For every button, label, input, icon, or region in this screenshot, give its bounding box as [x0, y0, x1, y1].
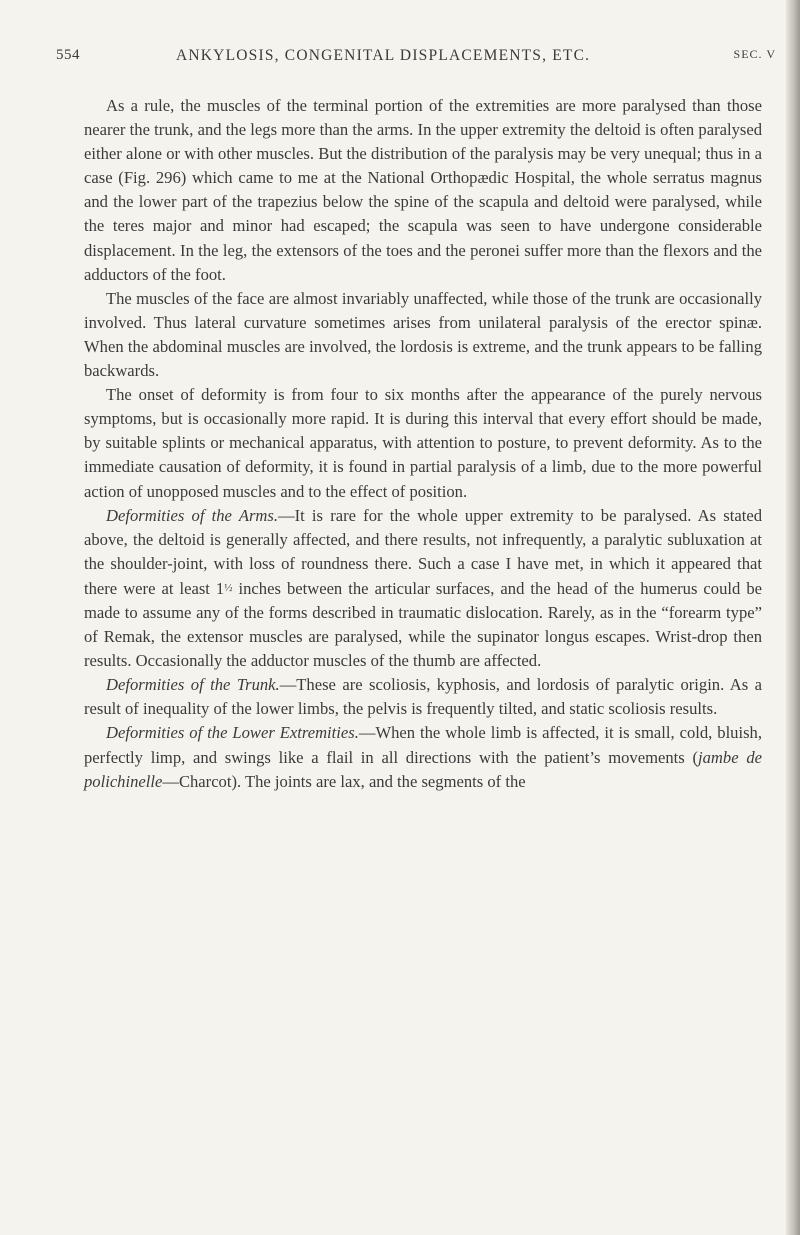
paragraph-text: The onset of deformity is from four to six months after the appearance of the purely nervous symptoms, but is occasionally more rapid. It is during this interval that every effort should be made, by suitable splints or mechanical apparatus, with attention to posture, to prevent deformity. As to the immediate causation of deformity, it is found in partial paralysis of a limb, due to the more powerful action of unopposed muscles and to the effect of position. [84, 385, 762, 501]
paragraph-text: —When the whole limb is affected, it is small, cold, bluish, perfectly limp, and swings like a flail in all directions with the patient’s movements ( [84, 723, 762, 767]
running-header [56, 47, 776, 71]
page-number: 554 [56, 47, 80, 63]
body-text [84, 94, 762, 794]
paragraph-onset [84, 383, 762, 503]
paragraph-lower-extremities [84, 721, 762, 793]
paragraph-paralysis-distribution [84, 94, 762, 287]
page-edge-shadow [786, 0, 800, 1235]
paragraph-trunk [84, 673, 762, 721]
running-title: ANKYLOSIS, CONGENITAL DISPLACEMENTS, ETC. [176, 47, 591, 64]
subheading-lower-extremities: Deformities of the Lower Extremities. [106, 723, 359, 743]
paragraph-text: The muscles of the face are almost invariably unaffected, while those of the trunk are occasionally involved. Thus lateral curvature sometimes arises from unilateral paralysis of the erector spinæ. When the abdominal muscles are involved, the lordosis is extreme, and the trunk appears to be falling backwards. [84, 288, 762, 381]
subheading-trunk: Deformities of the Trunk. [106, 675, 280, 695]
italic-term: jambe de polichinelle [84, 747, 762, 791]
paragraph-text: —Charcot). The joints are lax, and the segments of the [162, 771, 526, 791]
paragraph-text: As a rule, the muscles of the terminal portion of the extremities are more paralysed than those nearer the trunk, and the legs more than the arms. In the upper extremity the deltoid is often paralysed either alone or with other muscles. But the distribution of the paralysis may be very unequal; thus in a case (Fig. 296) which came to me at the National Orthopædic Hospital, the whole serratus magnus and the lower part of the trapezius below the spine of the scapula and deltoid were paralysed, while the teres major and minor had escaped; the scapula was seen to have undergone considerable displacement. In the leg, the extensors of the toes and the peronei suffer more than the flexors and the adductors of the foot. [84, 96, 762, 284]
paragraph-text: —It is rare for the whole upper extremity to be paralysed. As stated above, the deltoid is generally affected, and there results, not infrequently, a paralytic subluxation at the shoulder-joint, with loss of roundness there. Such a case I have met, in which it appeared that there were at least 1 [84, 505, 762, 598]
paragraph-face-trunk [84, 287, 762, 383]
subheading-arms: Deformities of the Arms. [106, 505, 278, 525]
paragraph-arms [84, 504, 762, 674]
paragraph-text: —These are scoliosis, kyphosis, and lordosis of paralytic origin. As a result of inequality of the lower limbs, the pelvis is frequently tilted, and static scoliosis results. [84, 675, 762, 719]
paragraph-text: inches between the articular surfaces, and the head of the humerus could be made to assume any of the forms described in traumatic dislocation. Rarely, as in the “forearm type” of Remak, the extensor muscles are paralysed, while the supinator longus escapes. Wrist-drop then results. Occasionally the adductor muscles of the thumb are affected. [84, 578, 762, 671]
fraction: ½ [224, 581, 233, 594]
section-label: SEC. V [733, 47, 776, 61]
